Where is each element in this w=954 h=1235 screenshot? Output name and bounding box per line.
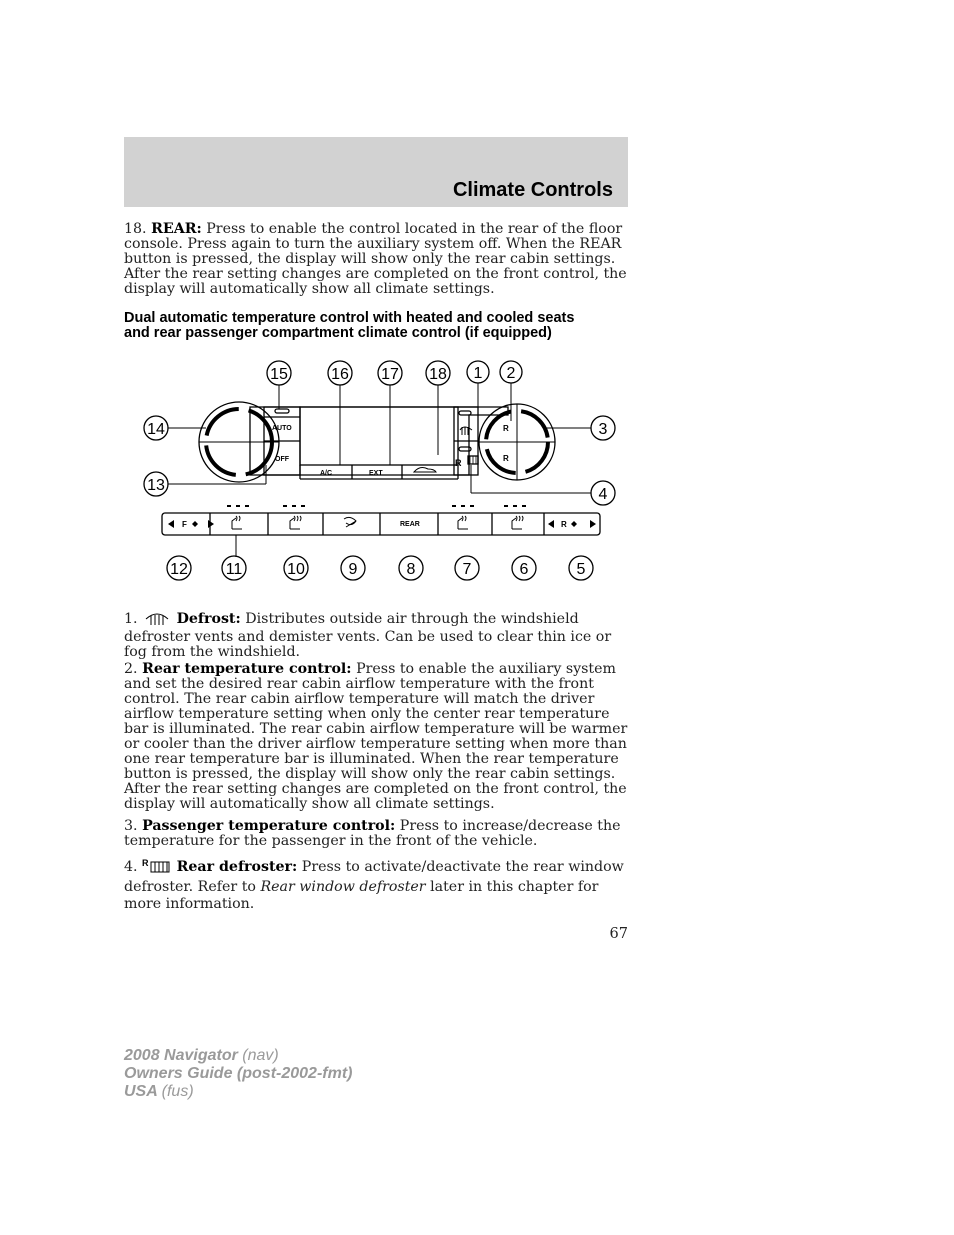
- item-label: Passenger temperature control:: [142, 818, 396, 834]
- svg-text:R: R: [142, 858, 149, 868]
- defrost-icon: [142, 610, 172, 630]
- callout-4: 4: [598, 486, 608, 503]
- item-label: Rear temperature control:: [142, 661, 352, 677]
- callout-2: 2: [506, 365, 516, 382]
- callout-1: 1: [473, 365, 483, 382]
- footer-model: 2008 Navigator: [124, 1047, 238, 1064]
- front-fan-label: F: [182, 520, 187, 529]
- callout-5: 5: [576, 561, 586, 578]
- footer-market: USA: [124, 1083, 158, 1100]
- item-text-b: later in this chapter for more information.: [124, 879, 599, 912]
- paragraph-item-4: [124, 858, 628, 913]
- callout-6: 6: [519, 561, 529, 578]
- footer-guide: Owners Guide (post-2002-fmt): [124, 1065, 353, 1082]
- item-number: 18.: [124, 221, 147, 237]
- page-number: 67: [609, 926, 628, 942]
- callout-9: 9: [348, 561, 358, 578]
- paragraph-item-18: [124, 222, 628, 297]
- section-heading-line-1: Dual automatic temperature control with heated and cooled seats: [124, 310, 575, 326]
- callout-18: 18: [429, 366, 447, 383]
- paragraph-item-1: [124, 610, 628, 660]
- footer-line-model: [124, 1047, 352, 1065]
- item-number: 4.: [124, 859, 138, 875]
- item-number: 1.: [124, 611, 138, 627]
- auto-button-label: AUTO: [272, 425, 292, 432]
- climate-control-diagram: [124, 355, 628, 590]
- item-text: Press to enable the auxiliary system and set the desired rear cabin airflow temperature with the front control. The rear cabin airflow temperature will match the driver airflow temperature setting when only the center rear temperature bar is illuminated. The rear cabin airflow temperature will be warmer or cooler than the driver airflow temperature setting when more than one rear temperature bar is illuminated. When the rear temperature button is pressed, the display will show only the rear cabin settings. After the rear setting changes are completed on the front control, the display will automatically show all climate settings.: [124, 661, 628, 812]
- callout-12: 12: [170, 561, 188, 578]
- item-label: Rear defroster:: [176, 859, 298, 875]
- callout-13: 13: [147, 477, 165, 494]
- callout-16: 16: [331, 366, 349, 383]
- item-text-a: Press to activate/deactivate the rear window defroster. Refer to: [124, 859, 624, 895]
- paragraph-item-2: [124, 662, 628, 812]
- callout-8: 8: [406, 561, 416, 578]
- callout-14: 14: [147, 421, 165, 438]
- item-label: Defrost:: [176, 611, 241, 627]
- knob-r-label-lower: R: [503, 454, 509, 463]
- item-text: Press to increase/decrease the temperature for the passenger in the front of the vehicle.: [124, 818, 621, 849]
- rear-defroster-icon: [142, 858, 172, 879]
- callout-7: 7: [462, 561, 472, 578]
- off-button-label: OFF: [275, 456, 289, 463]
- paragraph-item-3: [124, 819, 628, 849]
- callout-10: 10: [287, 561, 305, 578]
- ac-button-label: A/C: [320, 470, 333, 477]
- footer-market-code: (fus): [161, 1083, 194, 1100]
- rear-fan-label: R: [561, 520, 567, 529]
- item-text: Press to enable the control located in the rear of the floor console. Press again to turn the auxiliary system off. When the REAR button is pressed, the display will show only the rear cabin settings. After the rear setting changes are completed on the front control, the display will automatically show all climate settings.: [124, 221, 627, 297]
- footer-model-code: (nav): [242, 1047, 279, 1064]
- item-number: 3.: [124, 818, 138, 834]
- cross-reference-link[interactable]: Rear window defroster: [260, 879, 426, 895]
- callout-3: 3: [598, 421, 608, 438]
- item-number: 2.: [124, 661, 138, 677]
- header-band: [124, 137, 628, 207]
- document-footer: [124, 1047, 352, 1101]
- callout-15: 15: [270, 366, 288, 383]
- rear-button-label: REAR: [400, 521, 420, 528]
- ext-button-label: EXT: [369, 470, 383, 477]
- footer-line-market: [124, 1083, 352, 1101]
- section-heading: [124, 311, 628, 341]
- item-label: REAR:: [151, 221, 202, 237]
- knob-r-label-upper: R: [503, 424, 509, 433]
- rear-defrost-r-label: R: [455, 458, 462, 468]
- section-heading-line-2: and rear passenger compartment climate control (if equipped): [124, 325, 552, 341]
- callout-11: 11: [225, 561, 243, 578]
- item-text: Distributes outside air through the windshield defroster vents and demister vents. Can be used to clear thin ice or fog from the windshield.: [124, 611, 612, 660]
- callout-17: 17: [381, 366, 399, 383]
- page-title: Climate Controls: [452, 179, 613, 201]
